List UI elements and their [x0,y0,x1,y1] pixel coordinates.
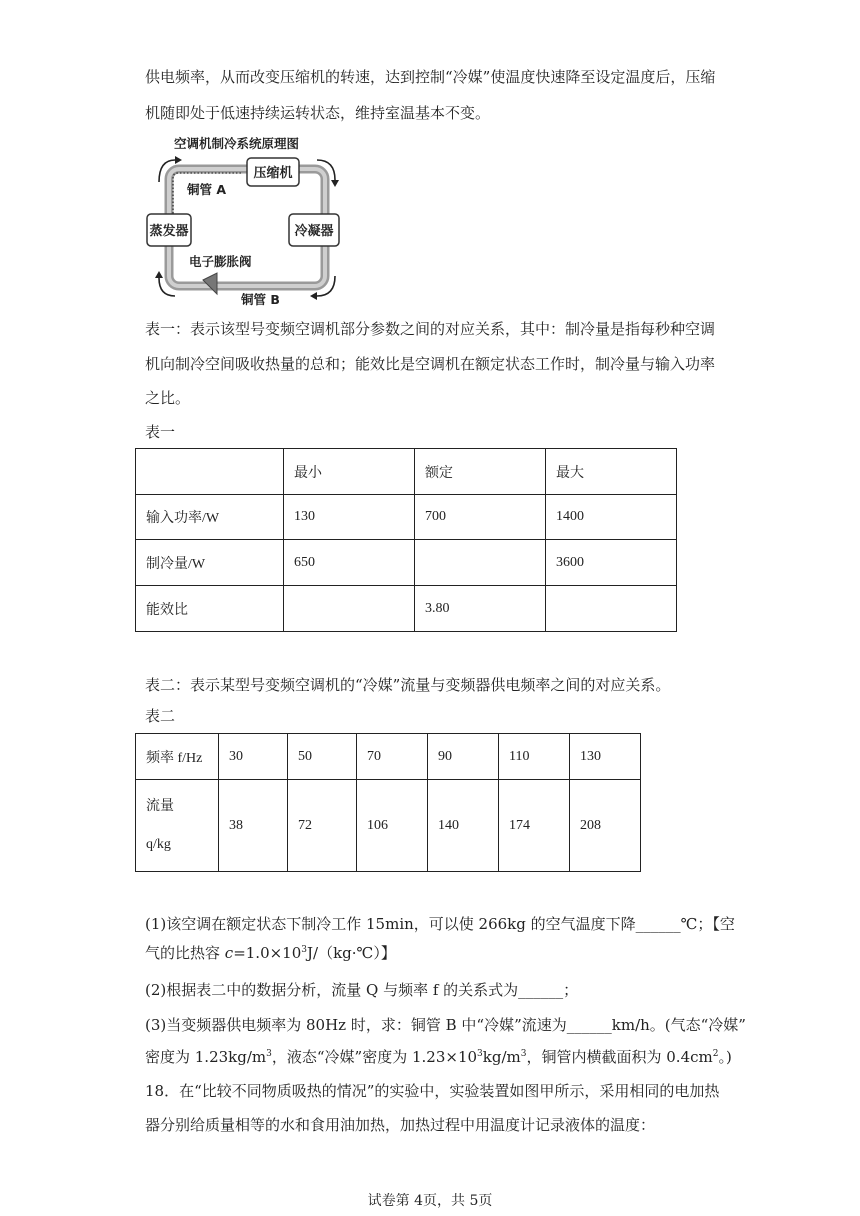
table-cell [136,780,219,872]
exponent: 3 [477,1049,483,1059]
table-cell: 106 [357,780,428,872]
refrigeration-diagram [145,134,345,306]
table-cell: 最大 [546,449,677,495]
question-line: (3)当变频器供电频率为 80Hz 时，求：铜管 B 中“冷媒”流速为______km/h。(气态“冷媒” [145,1016,746,1034]
table-row [136,495,677,540]
table-cell: 1400 [546,495,677,540]
table-cell: 38 [219,780,288,872]
text: ，铜管内横截面积为 0.4cm [526,1048,713,1066]
flow-arrow-head-icon [331,180,339,187]
exponent: 3 [266,1049,272,1059]
table-row [136,540,677,586]
table-cell: 174 [499,780,570,872]
flow-arrow-head-icon [175,156,182,164]
page-footer: 试卷第 4页，共 5页 [367,1193,493,1209]
table-cell: 110 [499,734,570,780]
condenser-label: 冷凝器 [294,224,334,239]
table-cell: 72 [288,780,357,872]
table-cell: 50 [288,734,357,780]
question-line [145,946,725,961]
question-line [145,1048,732,1066]
flow-arrow-head-icon [155,271,163,278]
paragraph-line: 表二：表示某型号变频空调机的“冷媒”流量与变频器供电频率之间的对应关系。 [145,676,671,694]
text: ，液态“冷媒”密度为 1.23×10 [271,1048,478,1066]
table-cell: 140 [428,780,499,872]
text: 密度为 1.23kg/m [145,1048,267,1066]
exponent: 3 [520,1049,527,1059]
table-cell: 130 [284,495,415,540]
text: 气的比热容 [145,944,225,962]
table-cell: 700 [415,495,546,540]
diagram-title: 空调机制冷系统原理图 [174,136,300,151]
row-label: 流量 [146,798,174,814]
paragraph-line: 表一：表示该型号变频空调机部分参数之间的对应关系，其中：制冷量是指每秒种空调 [145,320,716,338]
table-cell: 3.80 [415,586,546,632]
table-cell: 130 [570,734,641,780]
table-caption: 表一 [145,423,176,441]
evaporator-label: 蒸发器 [149,224,189,239]
compressor-label: 压缩机 [253,166,293,181]
question-line: (2)根据表二中的数据分析，流量 Q 与频率 f 的关系式为______； [145,981,579,999]
table-cell [136,449,284,495]
text: 。) [718,1048,732,1066]
table-cell: 能效比 [136,586,284,632]
exponent: 2 [712,1049,719,1059]
question-line: (1)该空调在额定状态下制冷工作 15min，可以使 266kg 的空气温度下降______℃；【空 [145,915,735,933]
table-cell: 输入功率/W [136,495,284,540]
table-cell [284,586,415,632]
table-cell: 最小 [284,449,415,495]
exponent: 3 [301,945,308,955]
table-cell: 30 [219,734,288,780]
text: kg/m [482,1048,521,1066]
question-line: 器分别给质量相等的水和食用油加热，加热过程中用温度计记录液体的温度： [145,1116,656,1134]
paragraph-line: 机随即处于低速持续运转状态，维持室温基本不变。 [145,104,491,122]
table-cell: 额定 [415,449,546,495]
table-row [136,449,677,495]
text: J/（kg·℃）】 [307,944,396,962]
table-cell [415,540,546,586]
text: =1.0×10 [233,944,302,962]
table-row [136,586,677,632]
flow-arrow-head-icon [310,292,317,300]
table-row [136,734,641,780]
valve-label: 电子膨胀阀 [189,254,252,269]
table-cell: 3600 [546,540,677,586]
table-cell: 90 [428,734,499,780]
table-cell: 70 [357,734,428,780]
table-cell: 208 [570,780,641,872]
table-two [135,733,641,872]
table-cell [546,586,677,632]
paragraph-line: 机向制冷空间吸收热量的总和；能效比是空调机在额定状态工作时，制冷量与输入功率 [145,355,716,373]
table-cell: 制冷量/W [136,540,284,586]
row-label: q/kg [146,836,171,852]
question-line: 18．在“比较不同物质吸热的情况”的实验中，实验装置如图甲所示，采用相同的电加热 [145,1082,720,1100]
symbol: c [224,944,234,962]
table-row [136,780,641,872]
paragraph-line: 之比。 [145,389,191,407]
pipe-a-label: 铜管 A [187,182,227,197]
paragraph-line: 供电频率，从而改变压缩机的转速，达到控制“冷媒”使温度快速降至设定温度后，压缩 [145,68,716,86]
table-one [135,448,677,632]
pipe-b-label: 铜管 B [241,292,280,306]
table-cell: 650 [284,540,415,586]
table-cell: 频率 f/Hz [136,734,219,780]
table-caption: 表二 [145,707,176,725]
